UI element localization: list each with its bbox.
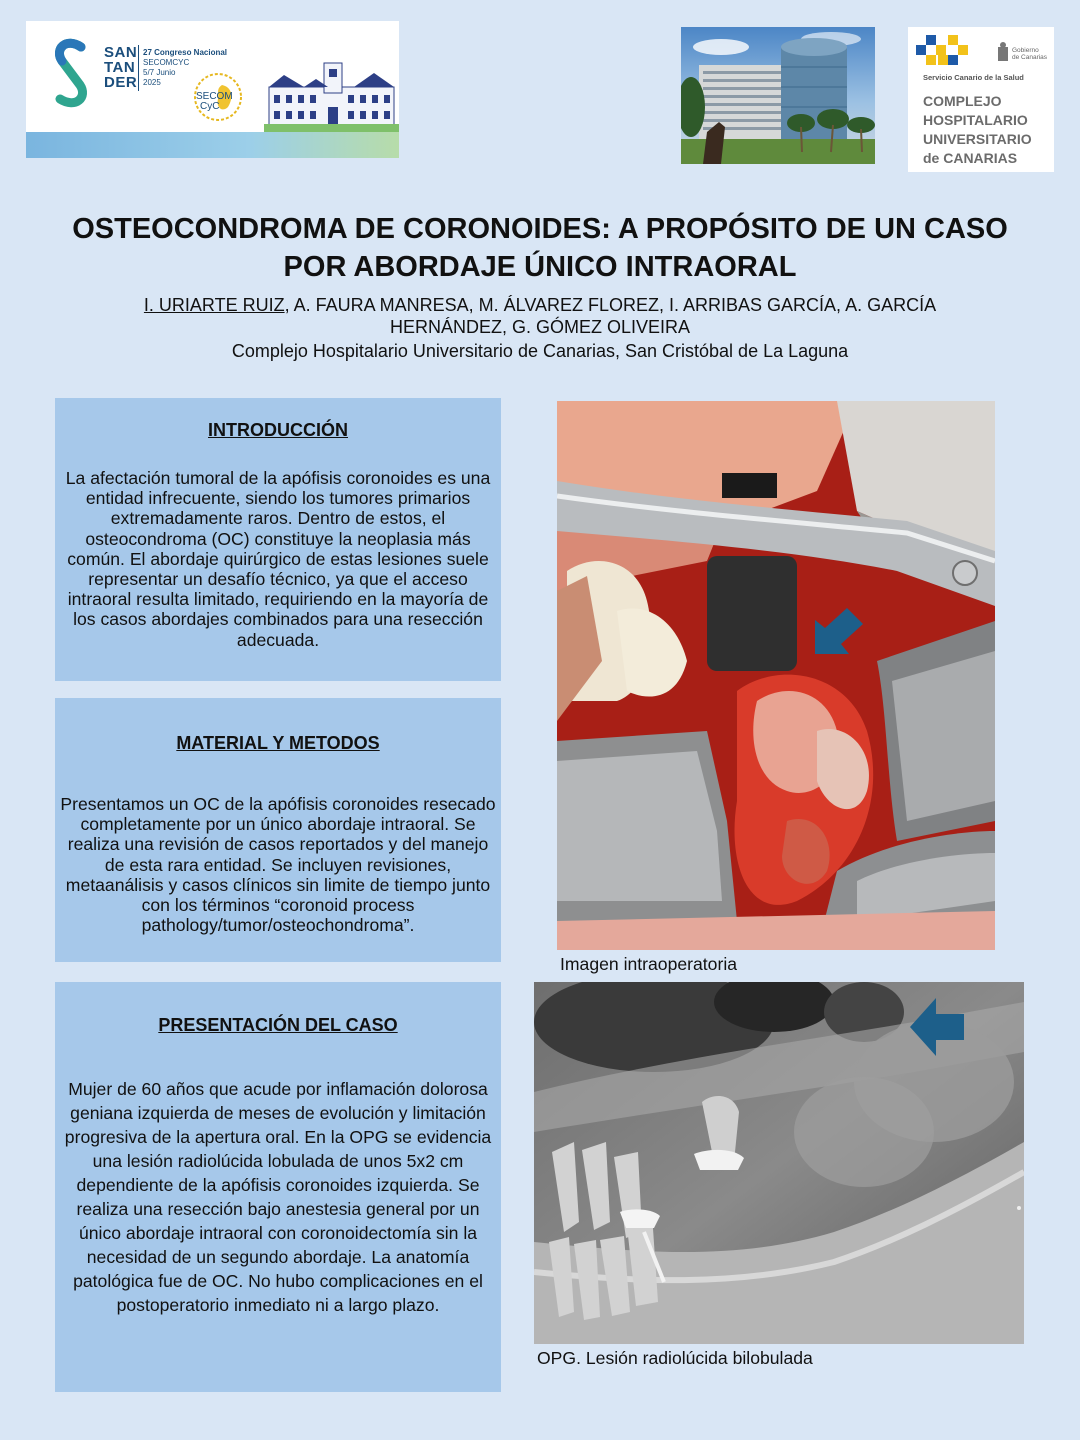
lesion-arrow-icon — [807, 606, 867, 662]
methods-heading: MATERIAL Y METODOS — [176, 733, 380, 753]
intraoperative-caption: Imagen intraoperatoria — [560, 954, 738, 974]
congress-logo — [26, 21, 399, 158]
government-label: Gobierno de Canarias — [1012, 47, 1048, 61]
congress-dates: 5/7 Junio — [143, 68, 176, 77]
poster-title: OSTEOCONDROMA DE CORONOIDES: A PROPÓSITO DE UN CASO POR ABORDAJE ÚNICO INTRAORAL — [72, 213, 1008, 283]
secomcyc-emblem-icon — [192, 71, 244, 123]
secomcyc-text-2: CyC — [200, 101, 220, 112]
health-service-label: Servicio Canario de la Salud — [923, 73, 1024, 82]
health-service-logo — [908, 27, 1054, 172]
methods-section — [55, 698, 501, 962]
intraoperative-image — [557, 401, 995, 950]
author-list — [100, 294, 980, 338]
case-heading: PRESENTACIÓN DEL CASO — [158, 1015, 398, 1035]
first-author: I. URIARTE RUIZ — [143, 295, 285, 315]
banner-strip — [26, 132, 399, 158]
introduction-body: La afectación tumoral de la apófisis coronoides es una entidad infrecuente, siendo los tumores primarios extremadamente raros. Dentro de estos, el osteocondroma (OC) constituye la neoplasia más común. El abordaje quirúrgico de estas lesiones suele representar un desafío técnico, ya que el acceso intraoral resulta limitado, requiriendo en la mayoría de los casos abordajes combinados para una resección adecuada. — [65, 468, 491, 650]
santander-s-icon — [48, 35, 94, 111]
opg-lesion-arrow-icon — [908, 996, 966, 1058]
banner-grass — [264, 124, 399, 132]
methods-body: Presentamos un OC de la apófisis coronoides resecado completamente por un único abordaje intraoral. Se realiza una revisión de casos reportados y del manejo de esta rara entidad. Se incluyen revisiones, metaanálisis y casos clínicos sin limite de tiempo junto con los términos “coronoid process pathology/tumor/osteochondroma”. — [60, 794, 496, 936]
health-cross-icon — [912, 35, 974, 73]
congress-society: SECOMCYC — [143, 58, 190, 67]
introduction-section — [55, 398, 501, 681]
affiliation: Complejo Hospitalario Universitario de Canarias, San Cristóbal de La Laguna — [231, 341, 849, 361]
case-body: Mujer de 60 años que acude por inflamación dolorosa geniana izquierda de meses de evolución y limitación progresiva de la apertura oral. En la OPG se evidencia una lesión radiolúcida lobulada de unos 5x2 cm dependiente de la apófisis coronoides izquierda. Se realiza una resección bajo anestesia general por un único abordaje intraoral con coronoidectomía sin la necesidad de un segundo abordaje. La anatomía patológica fue de OC. No hubo complicaciones en el postoperatorio inmediato ni a largo plazo. — [64, 1079, 492, 1315]
congress-divider — [138, 45, 139, 91]
introduction-heading: INTRODUCCIÓN — [208, 420, 348, 440]
intraoperative-photo — [557, 401, 995, 950]
congress-year: 2025 — [143, 78, 161, 87]
hospital-name: COMPLEJO HOSPITALARIO UNIVERSITARIO de CANARIAS — [923, 93, 1032, 166]
case-section — [55, 982, 501, 1392]
hospital-photo — [681, 27, 875, 164]
secomcyc-text-1: SECOM — [196, 91, 233, 102]
coat-of-arms-icon — [996, 41, 1010, 65]
palace-illustration — [264, 57, 399, 132]
opg-caption: OPG. Lesión radiolúcida bilobulada — [537, 1348, 813, 1368]
co-authors: , A. FAURA MANRESA, M. ÁLVAREZ FLOREZ, I. ARRIBAS GARCÍA, A. GARCÍA HERNÁNDEZ, G. GÓMEZ OLIVEIRA — [284, 295, 937, 337]
opg-image — [534, 982, 1024, 1344]
congress-city: SAN TAN DER — [104, 44, 138, 91]
congress-edition: 27 Congreso Nacional — [143, 48, 228, 57]
hospital-building-image — [681, 27, 875, 164]
